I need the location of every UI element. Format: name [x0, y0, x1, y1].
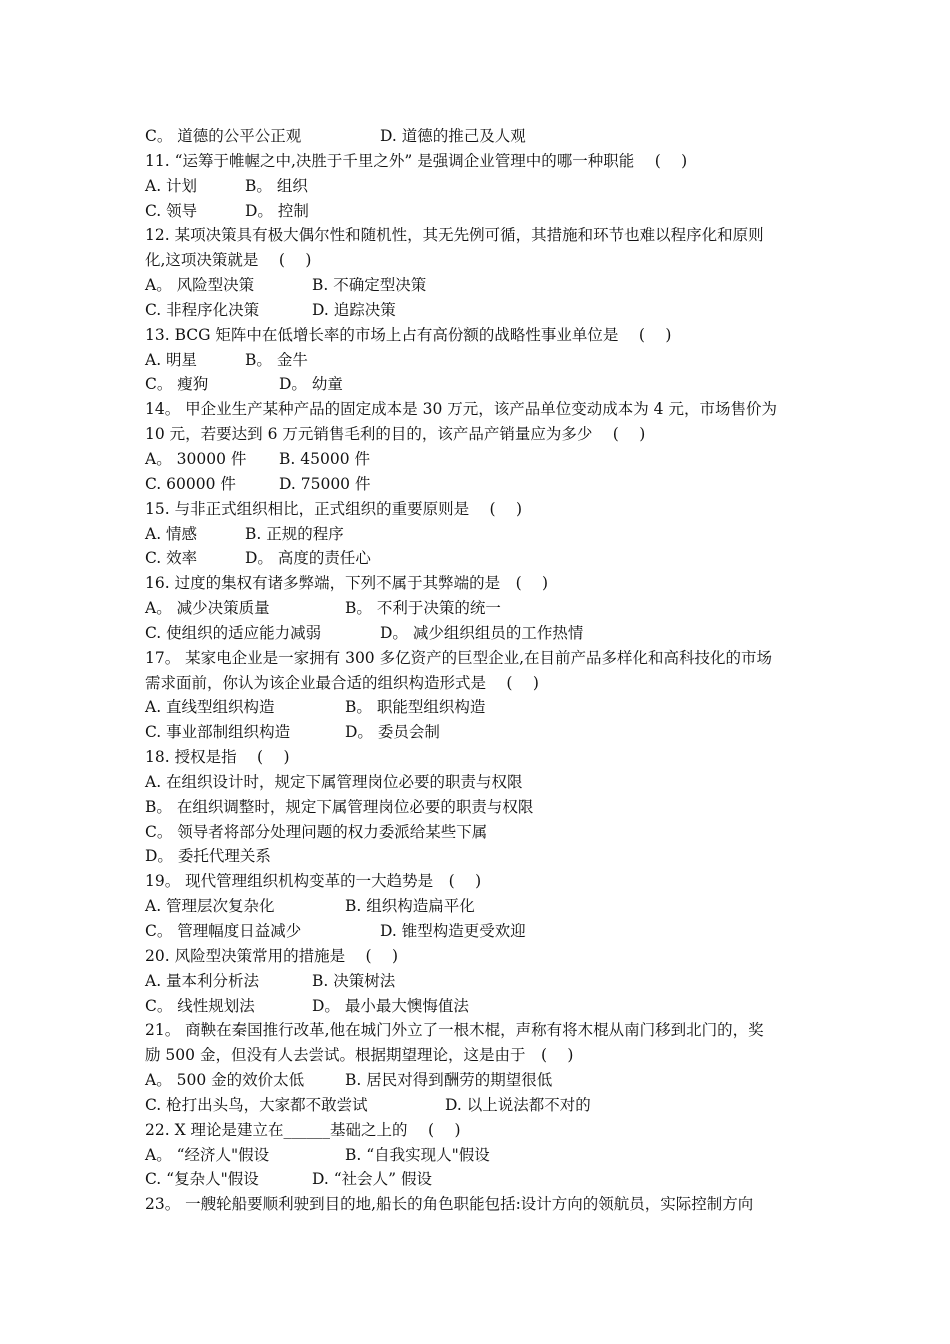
line-text: 12. 某项决策具有极大偶尔性和随机性，其无先例可循，其措施和环节也难以程序化和原则: [145, 226, 764, 245]
option-row: [145, 273, 810, 298]
answer-option: B. 45000 件: [279, 449, 370, 468]
line-text: B。 在组织调整时，规定下属管理岗位必要的职责与权限: [145, 797, 534, 816]
line-text: 20. 风险型决策常用的措施是 ( ): [145, 946, 399, 965]
answer-option: A. 管理层次复杂化: [145, 897, 275, 916]
line-text: 14。 甲企业生产某种产品的固定成本是 30 万元，该产品单位变动成本为 4 元，市场售价为: [145, 400, 777, 419]
answer-option: A. 情感: [145, 524, 198, 543]
option-row: [145, 919, 810, 944]
line-text: C。 领导者将部分处理问题的权力委派给某些下属: [145, 822, 488, 841]
answer-option: D。 控制: [245, 201, 309, 220]
text-line: [145, 1043, 810, 1068]
text-line: [145, 1192, 810, 1217]
answer-option: B. “自我实现人"假设: [345, 1145, 490, 1164]
option-row: [145, 298, 810, 323]
answer-option: C. 事业部制组织构造: [145, 723, 291, 742]
text-line: [145, 869, 810, 894]
answer-option: C。 瘦狗: [145, 375, 209, 394]
answer-option: A。 “经济人"假设: [145, 1145, 270, 1164]
answer-option: D. 追踪决策: [312, 300, 396, 319]
text-line: [145, 571, 810, 596]
answer-option: C. 使组织的适应能力减弱: [145, 623, 322, 642]
line-text: 11. “运筹于帷幄之中,决胜于千里之外” 是强调企业管理中的哪一种职能 ( ): [145, 151, 688, 170]
option-row: [145, 621, 810, 646]
answer-option: D. 锥型构造更受欢迎: [380, 922, 526, 940]
text-line: [145, 422, 810, 447]
answer-option: C。 线性规划法: [145, 996, 255, 1015]
answer-option: D。 委员会制: [345, 723, 440, 742]
line-text: 10 元，若要达到 6 万元销售毛利的目的，该产品产销量应为多少 ( ): [145, 425, 646, 444]
answer-option: B. 不确定型决策: [312, 276, 427, 295]
line-text: A. 在组织设计时，规定下属管理岗位必要的职责与权限: [145, 772, 523, 791]
answer-option: A. 明星: [145, 350, 198, 369]
text-line: [145, 149, 810, 174]
answer-option: B. 组织构造扁平化: [345, 897, 475, 916]
answer-option: A。 减少决策质量: [145, 599, 270, 618]
option-row: [145, 372, 810, 397]
answer-option: C. 非程序化决策: [145, 300, 260, 319]
answer-option: D。 最小最大懊悔值法: [312, 996, 469, 1015]
text-line: [145, 223, 810, 248]
answer-option: A。 30000 件: [145, 449, 247, 468]
option-row: [145, 969, 810, 994]
option-row: [145, 447, 810, 472]
answer-option: D. 75000 件: [279, 474, 371, 493]
text-line: [145, 944, 810, 969]
text-line: [145, 770, 810, 795]
answer-option: B。 组织: [245, 176, 308, 195]
answer-option: C. “复杂人"假设: [145, 1170, 259, 1189]
option-row: [145, 720, 810, 745]
line-text: 15. 与非正式组织相比，正式组织的重要原则是 ( ): [145, 499, 523, 518]
option-row: [145, 596, 810, 621]
text-line: [145, 844, 810, 869]
line-text: 化,这项决策就是 ( ): [145, 251, 312, 270]
line-text: 13. BCG 矩阵中在低增长率的市场上占有高份额的战略性事业单位是 ( ): [145, 325, 672, 344]
option-row: [145, 994, 810, 1019]
answer-option: D。 幼童: [279, 375, 343, 394]
option-row: [145, 546, 810, 571]
line-text: 19。 现代管理组织机构变革的一大趋势是 ( ): [145, 872, 482, 891]
text-line: [145, 248, 810, 273]
option-row: [145, 1093, 810, 1118]
answer-option: B. 居民对得到酬劳的期望很低: [345, 1071, 553, 1090]
option-row: [145, 199, 810, 224]
line-text: 励 500 金，但没有人去尝试。根据期望理论，这是由于 ( ): [145, 1046, 574, 1065]
answer-option: C. 枪打出头鸟，大家都不敢尝试: [145, 1095, 368, 1114]
answer-option: C。 管理幅度日益减少: [145, 922, 302, 940]
answer-option: D. 道德的推己及人观: [380, 127, 526, 145]
option-row: [145, 124, 810, 149]
text-line: [145, 497, 810, 522]
answer-option: D。 减少组织组员的工作热情: [380, 623, 584, 642]
option-row: [145, 1143, 810, 1168]
answer-option: A. 量本利分析法: [145, 971, 260, 990]
answer-option: C. 60000 件: [145, 474, 236, 493]
line-text: 16. 过度的集权有诸多弊端，下列不属于其弊端的是 ( ): [145, 574, 549, 593]
line-text: 22. X 理论是建立在______基础之上的 ( ): [145, 1120, 461, 1139]
text-line: [145, 397, 810, 422]
option-row: [145, 472, 810, 497]
line-text: 18. 授权是指 ( ): [145, 748, 290, 767]
text-line: [145, 1118, 810, 1143]
answer-option: B. 正规的程序: [245, 524, 344, 543]
line-text: 21。 商鞅在秦国推行改革,他在城门外立了一根木棍，声称有将木棍从南门移到北门的，奖: [145, 1021, 764, 1040]
text-line: [145, 323, 810, 348]
text-line: [145, 795, 810, 820]
text-line: [145, 646, 810, 671]
text-line: [145, 1018, 810, 1043]
answer-option: B。 职能型组织构造: [345, 698, 486, 717]
answer-option: B。 金牛: [245, 350, 308, 369]
text-line: [145, 671, 810, 696]
option-row: [145, 348, 810, 373]
answer-option: A。 风险型决策: [145, 276, 255, 295]
option-row: [145, 1167, 810, 1192]
option-row: [145, 695, 810, 720]
text-line: [145, 745, 810, 770]
option-row: [145, 522, 810, 547]
answer-option: A。 500 金的效价太低: [145, 1071, 305, 1090]
answer-option: D。 高度的责任心: [245, 549, 371, 568]
text-line: [145, 820, 810, 845]
answer-option: C。 道德的公平公正观: [145, 127, 302, 145]
line-text: 23。 一艘轮船要顺利驶到目的地,船长的角色职能包括:设计方向的领航员，实际控制方向: [145, 1195, 754, 1214]
answer-option: D. 以上说法都不对的: [445, 1095, 591, 1114]
option-row: [145, 894, 810, 919]
option-row: [145, 1068, 810, 1093]
answer-option: B。 不利于决策的统一: [345, 599, 501, 618]
answer-option: C. 效率: [145, 549, 198, 568]
answer-option: A. 直线型组织构造: [145, 698, 275, 717]
line-text: 17。 某家电企业是一家拥有 300 多亿资产的巨型企业,在目前产品多样化和高科技化的市场: [145, 648, 773, 667]
answer-option: B. 决策树法: [312, 971, 396, 990]
answer-option: A. 计划: [145, 176, 198, 195]
answer-option: D. “社会人” 假设: [312, 1170, 433, 1189]
option-row: [145, 174, 810, 199]
line-text: 需求面前，你认为该企业最合适的组织构造形式是 ( ): [145, 673, 539, 692]
question-list: [145, 124, 810, 1217]
answer-option: C. 领导: [145, 201, 198, 220]
line-text: D。 委托代理关系: [145, 847, 271, 866]
